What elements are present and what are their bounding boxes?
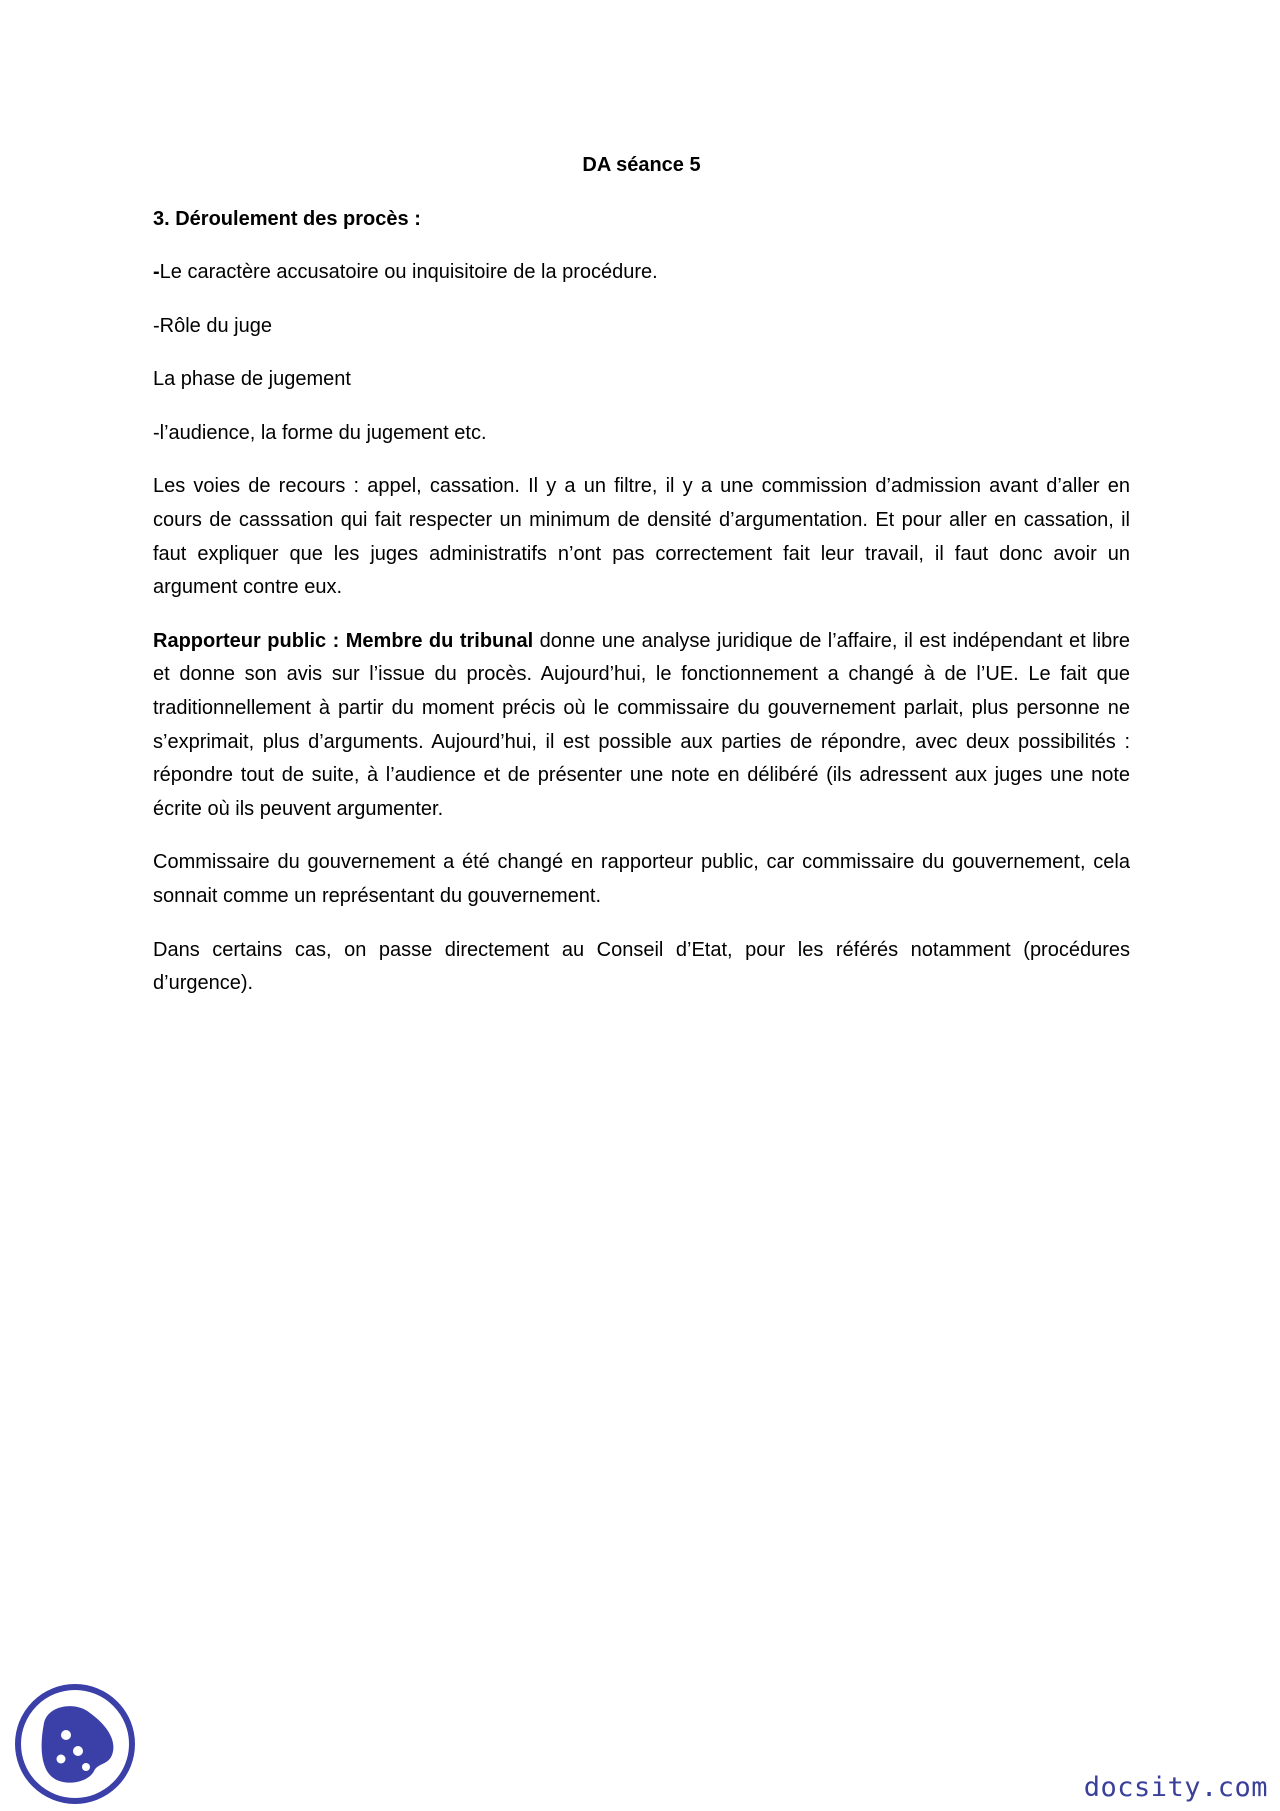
line-phase-jugement: La phase de jugement (153, 368, 351, 391)
line-role-juge: -Rôle du juge (153, 314, 272, 337)
line-caractere-text: Le caractère accusatoire ou inquisitoire de la procédure. (159, 261, 658, 283)
rapporteur-public-label: Rapporteur public : Membre du tribunal (153, 629, 534, 652)
document-title: DA séance 5 (582, 154, 701, 176)
docsity-logo-icon[interactable] (14, 1683, 136, 1805)
section-heading: 3. Déroulement des procès : (153, 208, 421, 230)
rapporteur-public-text: donne une analyse juridique de l’affaire, il est indépendant et libre et donne son avis sur l’issue du procès. Aujourd’hui, le fonctionnement a changé à de l’UE. Le fait que traditionnellement à partir du moment précis où le commissaire du gouvernement parlait, plus personne ne s’exprimait, plus d’arguments. Aujourd’hui, il est possible aux parties de répondre, avec deux possibilités : répondre tout de suite, à l’audience et de présenter une note en délibéré (ils adressent aux juges une note écrite où ils peuvent argumenter. (153, 629, 1130, 820)
paragraph-commissaire: Commissaire du gouvernement a été changé en rapporteur public, car commissaire du gouvernement, cela sonnait comme un représentant du gouvernement. (153, 851, 1130, 907)
docsity-brand-link[interactable]: docsity.com (1083, 1772, 1268, 1803)
paragraph-voies-recours: Les voies de recours : appel, cassation. Il y a un filtre, il y a une commission d’admission avant d’aller en cours de casssation qui fait respecter un minimum de densité d’argumentation. Et pour aller en cassation, il faut expliquer que les juges administratifs n’ont pas correctement fait leur travail, il faut donc avoir un argument contre eux. (153, 475, 1130, 599)
paragraph-rapporteur-public (153, 625, 1130, 827)
line-audience: -l’audience, la forme du jugement etc. (153, 421, 487, 444)
document-page (153, 148, 1130, 1021)
paragraph-conseil-etat: Dans certains cas, on passe directement au Conseil d’Etat, pour les référés notamment (procédures d’urgence). (153, 938, 1130, 995)
line-caractere (153, 256, 1130, 290)
line-caractere-dash: - (153, 261, 160, 283)
